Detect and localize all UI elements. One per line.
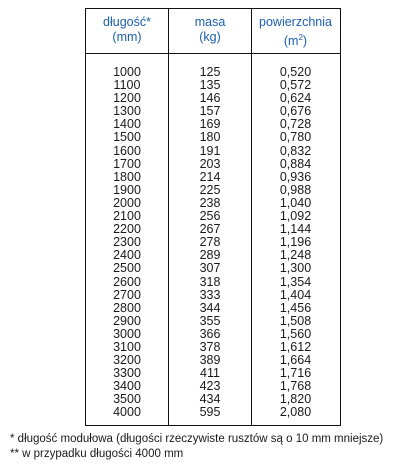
- header-mass-label: masa: [194, 15, 226, 29]
- cell-area: 1,820: [279, 392, 312, 407]
- cell-length: 2000: [113, 195, 141, 210]
- cell-length: 1600: [113, 143, 141, 158]
- header-length-label: długość*: [103, 15, 151, 29]
- cell-mass: 318: [199, 274, 221, 289]
- cell-area: 1,248: [279, 248, 312, 263]
- cell-area: 1,612: [279, 339, 312, 354]
- footnote-2: ** w przypadku długości 4000 mm: [10, 448, 184, 460]
- cell-length: 1700: [113, 156, 141, 171]
- cell-area: 0,936: [279, 169, 312, 184]
- cell-area: 0,832: [279, 143, 312, 158]
- column-area: [252, 53, 339, 425]
- cell-length: 4000: [113, 405, 141, 420]
- cell-mass: 238: [199, 195, 221, 210]
- area-unit-prefix: (m: [283, 34, 299, 49]
- cell-area: 1,040: [279, 195, 312, 210]
- cell-area: 1,404: [279, 287, 312, 302]
- cell-area: 0,624: [279, 91, 312, 106]
- cell-length: 1200: [113, 91, 141, 106]
- cell-mass: 307: [199, 261, 221, 276]
- cell-mass: 203: [199, 156, 221, 171]
- header-area-unit: [252, 30, 339, 49]
- cell-mass: 344: [199, 300, 221, 315]
- cell-area: 1,092: [279, 209, 312, 224]
- footnote-1: * długość modułowa (długości rzeczywiste rusztów są o 10 mm mniejsze): [10, 433, 384, 445]
- cell-mass: 169: [199, 117, 221, 132]
- cell-length: 2200: [113, 222, 141, 237]
- cell-length: 2900: [113, 313, 141, 328]
- cell-length: 2400: [113, 248, 141, 263]
- header-area: [252, 9, 339, 53]
- cell-length: 3200: [113, 353, 141, 368]
- cell-area: 1,144: [279, 222, 312, 237]
- cell-area: 0,988: [279, 182, 312, 197]
- column-mass: [169, 53, 252, 425]
- cell-area: 0,780: [279, 130, 312, 145]
- cell-length: 1800: [113, 169, 141, 184]
- header-length-unit: (mm): [112, 30, 142, 44]
- cell-length: 3000: [113, 326, 141, 341]
- cell-area: 1,560: [279, 326, 312, 341]
- cell-length: 1100: [113, 78, 141, 93]
- cell-length: 2600: [113, 274, 141, 289]
- cell-length: 1000: [113, 65, 141, 79]
- area-unit-sup: 2: [298, 33, 303, 42]
- cell-length: 2700: [113, 287, 141, 302]
- cell-area: 1,768: [279, 379, 312, 394]
- header-length: [86, 9, 169, 53]
- cell-area: 2,080: [279, 405, 312, 420]
- header-mass-unit: (kg): [199, 30, 221, 44]
- header-mass: [169, 9, 252, 53]
- cell-area: 1,354: [279, 274, 312, 289]
- cell-area: 0,676: [279, 104, 312, 119]
- cell-mass: 214: [199, 169, 221, 184]
- cell-length: 3100: [113, 339, 141, 354]
- cell-area: 0,884: [279, 156, 312, 171]
- cell-mass: 157: [199, 104, 221, 119]
- cell-mass: 289: [199, 248, 221, 263]
- cell-area: 1,196: [279, 235, 312, 250]
- cell-length: 3400: [113, 379, 141, 394]
- cell-length: 3300: [113, 366, 141, 381]
- cell-mass: 423: [199, 379, 221, 394]
- cell-length: 2100: [113, 209, 141, 224]
- cell-mass: 355: [199, 313, 221, 328]
- cell-length: 1900: [113, 182, 141, 197]
- cell-area: 1,508: [279, 313, 312, 328]
- header-area-label: powierzchnia: [259, 15, 332, 29]
- cell-area: 0,728: [279, 117, 312, 132]
- cell-mass: 125: [199, 65, 221, 79]
- table-header: [86, 9, 340, 54]
- cell-area: 1,664: [279, 353, 312, 368]
- cell-mass: 267: [199, 222, 221, 237]
- cell-length: 1300: [113, 104, 141, 119]
- cell-mass: 256: [199, 209, 221, 224]
- table-body: [86, 53, 340, 425]
- cell-length: 2300: [113, 235, 141, 250]
- cell-mass: 366: [199, 326, 221, 341]
- cell-mass: 595: [199, 405, 221, 420]
- cell-area: 0,520: [279, 65, 312, 79]
- area-unit-suffix: ): [302, 34, 308, 49]
- cell-mass: 434: [199, 392, 221, 407]
- cell-area: 1,456: [279, 300, 312, 315]
- grating-table: [85, 8, 341, 426]
- cell-length: 2800: [113, 300, 141, 315]
- cell-mass: 333: [199, 287, 221, 302]
- cell-length: 3500: [113, 392, 141, 407]
- cell-mass: 180: [199, 130, 221, 145]
- footnotes: [10, 432, 383, 462]
- cell-length: 1400: [113, 117, 141, 132]
- cell-mass: 191: [199, 143, 221, 158]
- cell-mass: 411: [200, 366, 220, 381]
- cell-area: 1,716: [279, 366, 312, 381]
- cell-area: 0,572: [279, 78, 312, 93]
- cell-mass: 389: [199, 353, 221, 368]
- cell-mass: 225: [199, 182, 221, 197]
- cell-mass: 278: [199, 235, 221, 250]
- cell-mass: 378: [199, 339, 221, 354]
- cell-area: 1,300: [279, 261, 312, 276]
- cell-length: 2500: [113, 261, 141, 276]
- cell-mass: 146: [199, 91, 221, 106]
- cell-length: 1500: [113, 130, 141, 145]
- column-length: [86, 53, 169, 425]
- cell-mass: 135: [199, 78, 221, 93]
